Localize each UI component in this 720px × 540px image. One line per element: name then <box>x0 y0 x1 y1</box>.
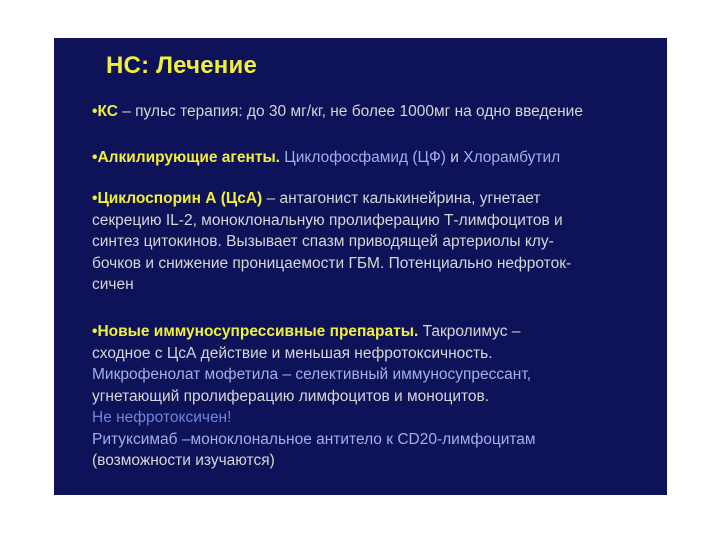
bullet-lead: Новые иммуносупрессивные препараты. <box>97 323 423 340</box>
drug-tacrolimus: Такролимус – <box>422 323 521 340</box>
bullet-marker: • <box>92 323 98 340</box>
bullet-marker: • <box>92 149 98 166</box>
bullet-text-line: сичен <box>92 276 134 293</box>
bullet-new-immunosuppressants <box>92 321 667 472</box>
bullet-cyclosporine <box>92 188 667 296</box>
bullet-ks <box>92 101 667 123</box>
bullet-text-line: синтез цитокинов. Вызывает спазм приводящей артериолы клу- <box>92 233 554 250</box>
bullet-text-line: сходное с ЦсА действие и меньшая нефротоксичность. <box>92 344 493 362</box>
bullet-lead: Алкилирующие агенты. <box>97 149 285 166</box>
conjunction: и <box>445 149 464 166</box>
drug-chlorambucil: Хлорамбутил <box>463 149 561 166</box>
bullet-lead: Циклоспорин А (ЦсА) <box>97 190 263 207</box>
bullet-text-line: бочков и снижение проницаемости ГБМ. Потенциально нефроток- <box>92 254 572 272</box>
bullet-marker: • <box>92 190 98 207</box>
slide-title: НС: Лечение <box>106 52 257 79</box>
bullet-alkylating <box>92 147 667 169</box>
bullet-text-line: (возможности изучаются) <box>92 452 275 469</box>
drug-cyclophosphamide: Циклофосфамид (ЦФ) <box>284 149 446 166</box>
bullet-text: – пульс терапия: до 30 мг/кг, не более 1000мг на одно введение <box>117 103 583 120</box>
bullet-text-line: секрецию IL-2, моноклональную пролиферацию Т-лимфоцитов и <box>92 211 563 229</box>
drug-mycophenolate: Микрофенолат мофетила – селективный иммуносупрессант, <box>92 366 532 383</box>
drug-rituximab: Ритуксимаб –моноклональное антитело к CD20-лимфоцитам <box>92 430 536 448</box>
bullet-lead: КС <box>97 103 118 120</box>
bullet-marker: • <box>92 103 98 120</box>
bullet-text: – антагонист калькинейрина, угнетает <box>262 190 541 207</box>
slide <box>54 38 667 495</box>
bullet-text-line: угнетающий пролиферацию лимфоцитов и моноцитов. <box>92 387 490 405</box>
not-nephrotoxic-note: Не нефротоксичен! <box>92 409 232 426</box>
